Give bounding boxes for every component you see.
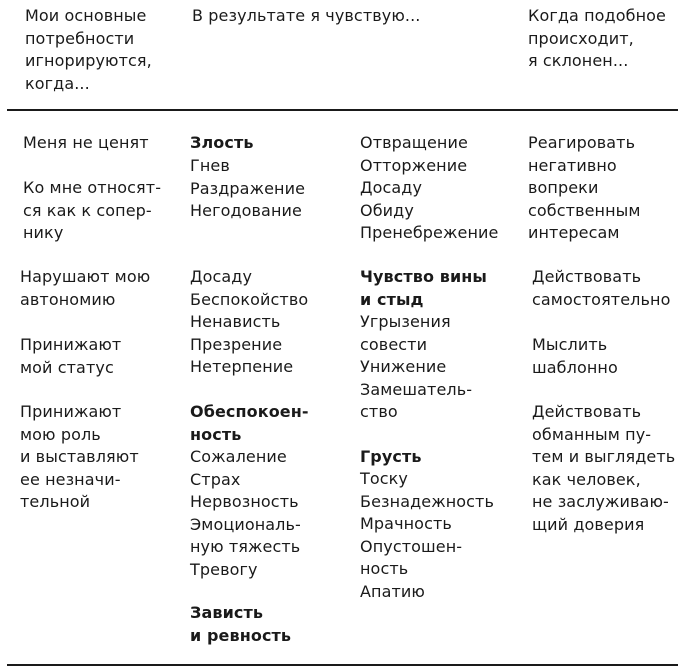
feeling-group-title: Злость [190,133,254,152]
tendency-item: Мыслить шаблонно [532,335,618,377]
need-item: Принижают мою роль и выставляют ее незначи- тельной [20,402,139,511]
tendency-item: Действовать обманным пу- тем и выглядеть как человек, не заслуживаю- щий доверия [532,402,676,534]
need-item: Ко мне относят- ся как к сопер- нику [23,178,162,242]
header-divider [7,109,678,111]
feeling-group-title: Зависть и ревность [190,603,292,645]
feeling-group-title: Обеспокоен- ность [190,402,309,444]
table-bottom-rule [7,664,678,666]
header-col-needs: Мои основные потребности игнорируются, когда... [25,6,152,93]
need-item: Нарушают мою автономию [20,267,151,309]
feeling-group-items: Отвращение Отторжение Досаду Обиду Пренебрежение [360,133,499,242]
header-col-feelings: В результате я чувствую... [192,6,421,25]
header-col-tendency: Когда подобное происходит, я склонен... [528,6,666,70]
tendency-item: Реагировать негативно вопреки собственным интересам [528,133,641,242]
feeling-group-title: Грусть [360,447,422,466]
need-item: Меня не ценят [23,133,149,152]
need-item: Принижают мой статус [20,335,122,377]
feeling-group-items: Досаду Беспокойство Ненависть Презрение Нетерпение [190,267,309,376]
feeling-group-title: Чувство вины и стыд [360,267,487,309]
feeling-group-items: Тоску Безнадежность Мрачность Опустошен- ность Апатию [360,469,495,601]
tendency-item: Действовать самостоятельно [532,267,671,309]
feeling-group-items: Сожаление Страх Нервозность Эмоциональ- ную тяжесть Тревогу [190,447,301,579]
feeling-group-items: Гнев Раздражение Негодование [190,156,306,220]
feeling-group-items: Угрызения совести Унижение Замешатель- ство [360,312,473,421]
